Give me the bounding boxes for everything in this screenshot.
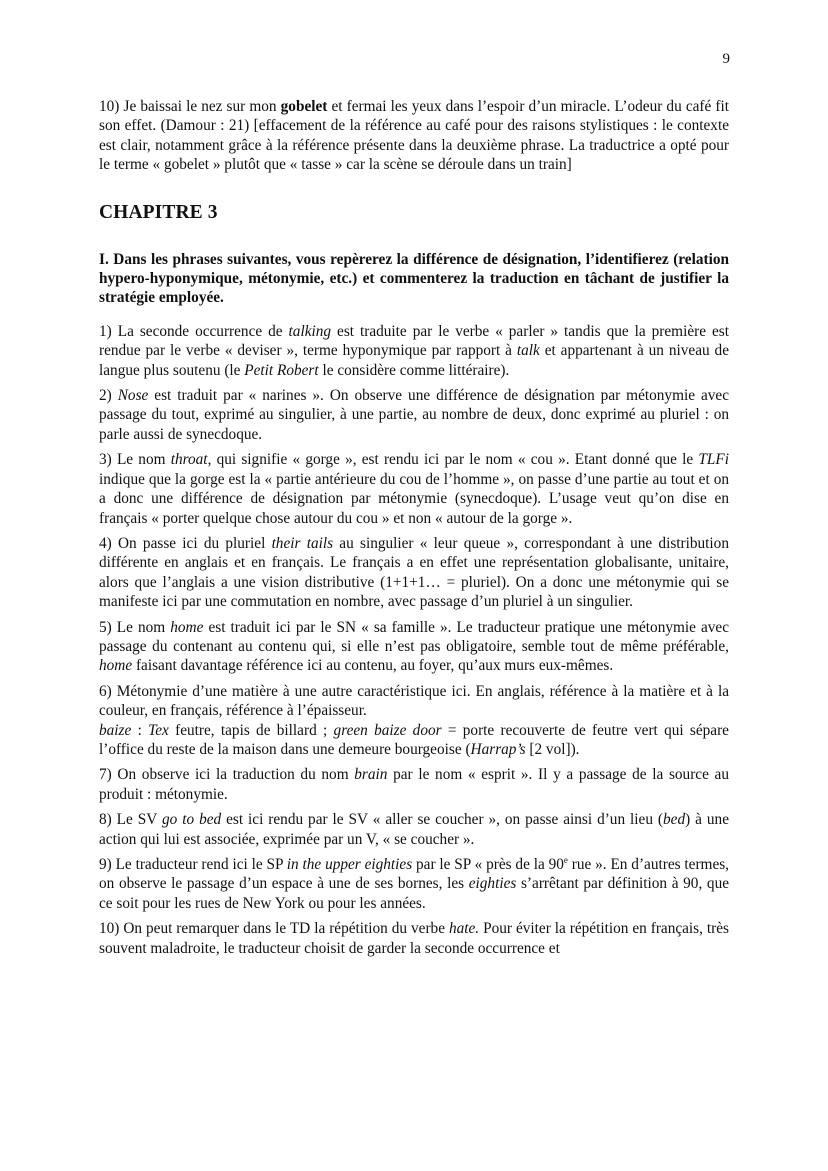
answer-item-5: 5) Le nom home est traduit ici par le SN « sa famille ». Le traducteur pratique une métonymie avec passage du contenant au contenu qui, si elle n’est pas obligatoire, semble tout de même préférable, home faisant davantage référence ici au contenu, au foyer, qu’aux murs eux-mêmes. [99, 618, 730, 675]
italic-term: in the upper eighties [286, 856, 413, 873]
italic-term: baize [99, 721, 132, 739]
answer-item-8: 8) Le SV go to bed est ici rendu par le SV « aller se coucher », on passe ainsi d’un lieu (bed) à une action qui lui est associée, exprimée par un V, « se coucher ». [99, 811, 729, 848]
answer-item-2: 2) Nose est traduit par « narines ». On observe une différence de désignation par métonymie avec passage du tout, exprimé au singulier, à une partie, au nombre de deux, donc exprimé au pluriel : on parle aussi de synecdoque. [99, 387, 729, 443]
text-run: et fermai les yeux dans l’espoir d’un miracle. L’odeur du café fit son effet. (Damour : 21) [effacement de la référence au café pour des raisons stylistiques : le contexte est clair, notamment grâce à la référence présente dans la deuxième phrase. La traductrice a opté pour le terme « gobelet » plutôt que « tasse » car la scène se déroule dans un train] [99, 98, 729, 174]
superscript: e [563, 855, 568, 865]
page-number: 9 [722, 51, 730, 67]
italic-term: Nose [117, 387, 149, 405]
page-content [99, 97, 729, 964]
text-run: 10) Je baissai le nez sur mon [99, 98, 281, 115]
answer-item-6: 6) Métonymie d’une matière à une autre caractéristique ici. En anglais, référence à la matière et à la couleur, en français, référence à l’épaisseur. baize : Tex feutre, tapis de billard ; green baize door = porte recouverte de feutre vert qui sépare l’office du reste de la maison dans une demeure bourgeoise (Harrap’s [2 vol]). [99, 682, 729, 758]
answer-item-9: 9) Le traducteur rend ici le SP in the upper eighties par le SP « près de la 90e rue ». En d’autres termes, on observe le passage d’un espace à une de ses bornes, les eighties s’arrêtant par définition à 90, que ce soit pour les rues de New York ou pour les années. [99, 855, 730, 912]
chapter-title: CHAPITRE 3 [99, 201, 218, 223]
italic-term: brain [354, 766, 388, 784]
answer-item-10: 10) On peut remarquer dans le TD la répétition du verbe hate. Pour éviter la répétition en français, très souvent maladroite, le traducteur choisit de garder la seconde occurrence et [99, 920, 730, 957]
italic-term: Tex [148, 721, 169, 739]
italic-term: Harrap’s [470, 740, 526, 758]
italic-term: eighties [468, 875, 517, 893]
answer-item-3: 3) Le nom throat, qui signifie « gorge », est rendu ici par le nom « cou ». Etant donné que le TLFi indique que la gorge est la « partie antérieure du cou de l’homme », on passe d’une partie au tout et on a donc une différence de désignation par métonymie (synecdoque). L’usage veut qu’on dise en français « porter quelque chose autour du cou » et non « autour de la gorge ». [99, 451, 730, 527]
italic-term: green baize door [333, 721, 442, 739]
italic-term: hate. [448, 920, 480, 938]
answer-item-4: 4) On passe ici du pluriel their tails au singulier « leur queue », correspondant à une distribution différente en anglais et en français. Le français a en effet une représentation globalisante, unitaire, alors que l’anglais a une vision distributive (1+1+1… = pluriel). On a donc une métonymie qui se manifeste ici par une commutation en nombre, avec passage d’un pluriel à un singulier. [99, 534, 729, 611]
italic-term: go to bed [162, 811, 222, 829]
italic-term: home [99, 657, 133, 675]
italic-term: talk [516, 342, 540, 360]
answer-item-1: 1) La seconde occurrence de talking est traduite par le verbe « parler » tandis que la première est rendue par le verbe « deviser », terme hyponymique par rapport à talk et appartenant à un niveau de langue plus soutenu (le Petit Robert le considère comme littéraire). [99, 322, 729, 379]
bold-term: gobelet [280, 98, 328, 115]
italic-term: home [170, 618, 204, 636]
italic-term: throat [170, 451, 208, 469]
answer-item-7: 7) On observe ici la traduction du nom brain par le nom « esprit ». Il y a passage de la source au produit : métonymie. [99, 766, 729, 803]
italic-term: Petit Robert [244, 361, 319, 379]
italic-term: bed [663, 811, 686, 829]
italic-term: talking [288, 322, 332, 340]
intro-paragraph [99, 97, 729, 175]
italic-term: TLFi [698, 451, 730, 469]
italic-term: their tails [271, 534, 334, 552]
question-heading: I. Dans les phrases suivantes, vous repèrerez la différence de désignation, l’identifierez (relation hypero-hyponymique, métonymie, etc.) et commenterez la traduction en tâchant de justifier la stratégie employée. [99, 250, 729, 307]
